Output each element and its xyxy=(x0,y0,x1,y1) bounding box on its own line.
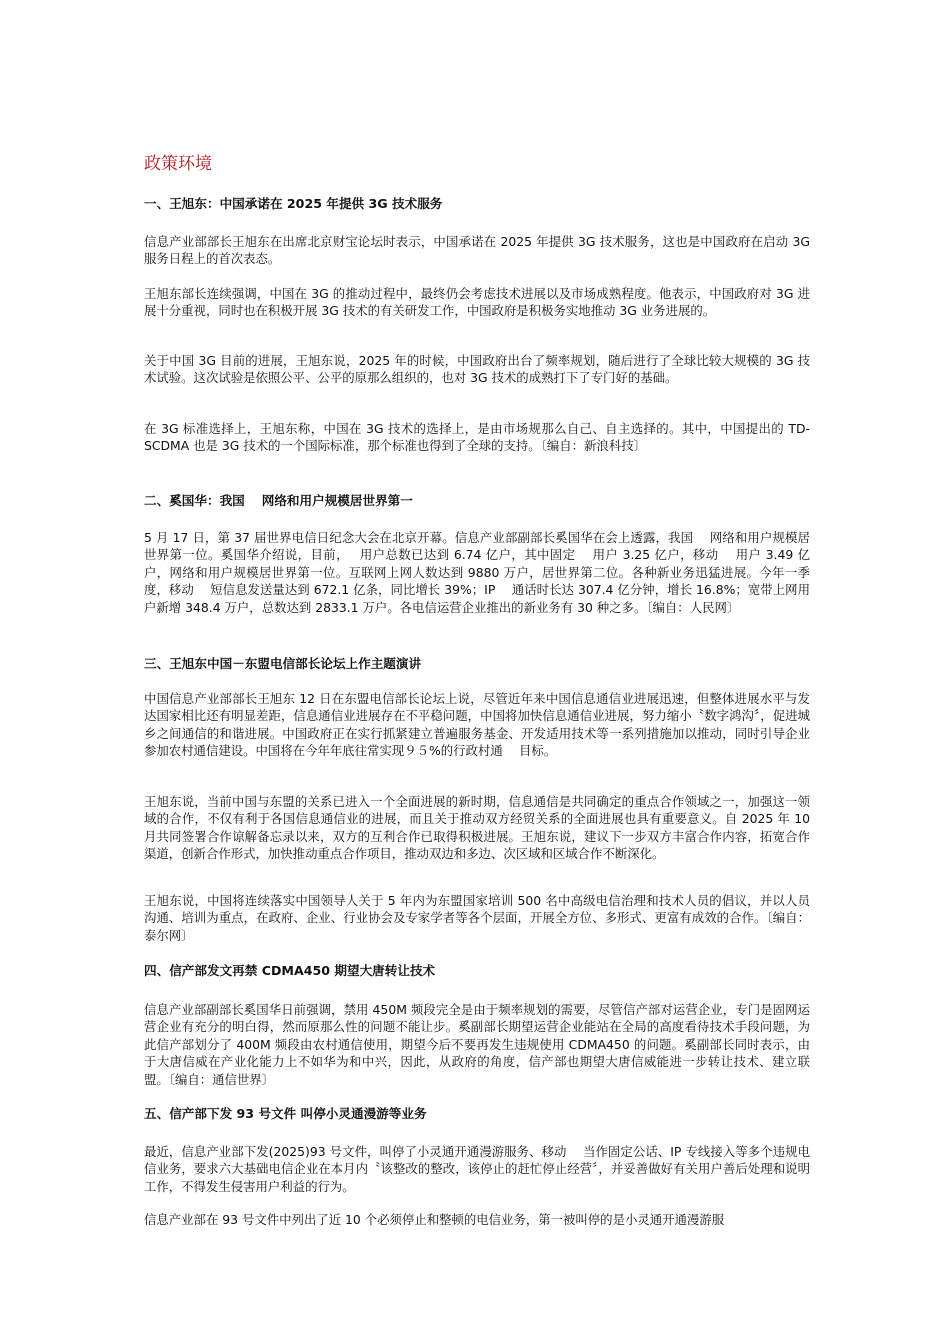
section-1-paragraph-3: 关于中国 3G 目前的进展，王旭东说，2025 年的时候，中国政府出台了频率规划，随后进行了全球比较大规模的 3G 技术试验。这次试验是依照公平、公平的原那么组织的，也对 3G 技术的成熟打下了专门好的基础。 xyxy=(144,353,810,386)
section-1-paragraph-2: 王旭东部长连续强调，中国在 3G 的推动过程中，最终仍会考虑技术进展以及市场成熟程度。他表示，中国政府对 3G 进展十分重视，同时也在积极开展 3G 技术的有关研发工作，中国政府是积极务实地推动 3G 业务进展的。 xyxy=(144,286,810,319)
section-1-paragraph-1: 信息产业部部长王旭东在出席北京财宝论坛时表示，中国承诺在 2025 年提供 3G 技术服务，这也是中国政府在启动 3G 服务日程上的首次表态。 xyxy=(144,234,810,267)
section-3-paragraph-1: 中国信息产业部部长王旭东 12 日在东盟电信部长论坛上说，尽管近年来中国信息通信业进展迅速，但整体进展水平与发达国家相比还有明显差距，信息通信业进展存在不平稳问题，中国将加快信息通信业进展，努力缩小〝数字鸿沟〞，促进城乡之间通信的和谐进展。中国政府正在实行抓紧建立普遍服务基金、开发适用技术等一系列措施加以推动，同时引导企业参加农村通信建设。中国将在今年年底往常实现９５%的行政村通 目标。 xyxy=(144,691,810,759)
section-4-heading: 四、信产部发文再禁 CDMA450 期望大唐转让技术 xyxy=(144,963,436,978)
section-5-heading: 五、信产部下发 93 号文件 叫停小灵通漫游等业务 xyxy=(144,1106,427,1121)
page-title: 政策环境 xyxy=(144,154,212,174)
section-4-paragraph-1: 信息产业部副部长奚国华日前强调，禁用 450M 频段完全是由于频率规划的需要，尽管信产部对运营企业，专门是固网运营企业有充分的明白得，然而原那么性的问题不能让步。奚副部长期望运营企业能站在全局的高度看待技术手段问题，为此信产部划分了 400M 频段由农村通信使用，期望今后不要再发生违规使用 CDMA450 的问题。奚副部长同时表示，由于大唐信威在产业化能力上不如华为和中兴，因此，从政府的角度，信产部也期望大唐信威能进一步转让技术、建立联盟。〔编自：通信世界〕 xyxy=(144,1002,810,1087)
section-1-paragraph-4: 在 3G 标准选择上，王旭东称，中国在 3G 技术的选择上，是由市场规那么自己、自主选择的。其中，中国提出的 TD-SCDMA 也是 3G 技术的一个国际标准，那个标准也得到了全球的支持。〔编自：新浪科技〕 xyxy=(144,421,810,454)
section-1-heading: 一、王旭东：中国承诺在 2025 年提供 3G 技术服务 xyxy=(144,196,443,211)
section-5-paragraph-1: 最近，信息产业部下发(2025)93 号文件，叫停了小灵通开通漫游服务、移动 当作固定公话、IP 专线接入等多个违规电信业务，要求六大基础电信企业在本月内〝该整改的整改，该停止的赶忙停止经营〞，并妥善做好有关用户善后处理和说明工作，不得发生侵害用户利益的行为。 xyxy=(144,1144,810,1194)
section-5-paragraph-2: 信息产业部在 93 号文件中列出了近 10 个必须停止和整顿的电信业务，第一被叫停的是小灵通开通漫游服 xyxy=(144,1212,725,1227)
section-2-heading: 二、奚国华：我国 网络和用户规模居世界第一 xyxy=(144,493,413,508)
section-2-paragraph-1: 5 月 17 日，第 37 届世界电信日纪念大会在北京开幕。信息产业部副部长奚国华在会上透露，我国 网络和用户规模居世界第一位。奚国华介绍说，目前， 用户总数已达到 6.74 亿户，其中固定 用户 3.25 亿户，移动 用户 3.49 亿户，网络和用户规模居世界第一位。互联网上网人数达到 9880 万户，居世界第二位。各种新业务迅猛进展。今年一季度，移动 短信息发送量达到 672.1 亿条，同比增长 39%；IP 通话时长达 307.4 亿分钟，增长 16.8%；宽带上网用户新增 348.4 万户，总数达到 2833.1 万户。各电信运营企业推出的新业务有 30 种之多。〔编自：人民网〕 xyxy=(144,530,810,615)
section-3-paragraph-2: 王旭东说，当前中国与东盟的关系已进入一个全面进展的新时期，信息通信是共同确定的重点合作领域之一，加强这一领域的合作，不仅有利于各国信息通信业的进展，而且关于推动双方经贸关系的全面进展也具有重要意义。自 2025 年 10 月共同签署合作谅解备忘录以来，双方的互利合作已取得积极进展。王旭东说，建议下一步双方丰富合作内容，拓宽合作渠道，创新合作形式，加快推动重点合作项目，推动双边和多边、次区域和区域合作不断深化。 xyxy=(144,794,810,862)
section-3-heading: 三、王旭东中国－东盟电信部长论坛上作主题演讲 xyxy=(144,656,422,671)
section-3-paragraph-3: 王旭东说，中国将连续落实中国领导人关于 5 年内为东盟国家培训 500 名中高级电信治理和技术人员的倡议，并以人员沟通、培训为重点，在政府、企业、行业协会及专家学者等各个层面，开展全方位、多形式、更富有成效的合作。〔编自：泰尔网〕 xyxy=(144,893,810,943)
